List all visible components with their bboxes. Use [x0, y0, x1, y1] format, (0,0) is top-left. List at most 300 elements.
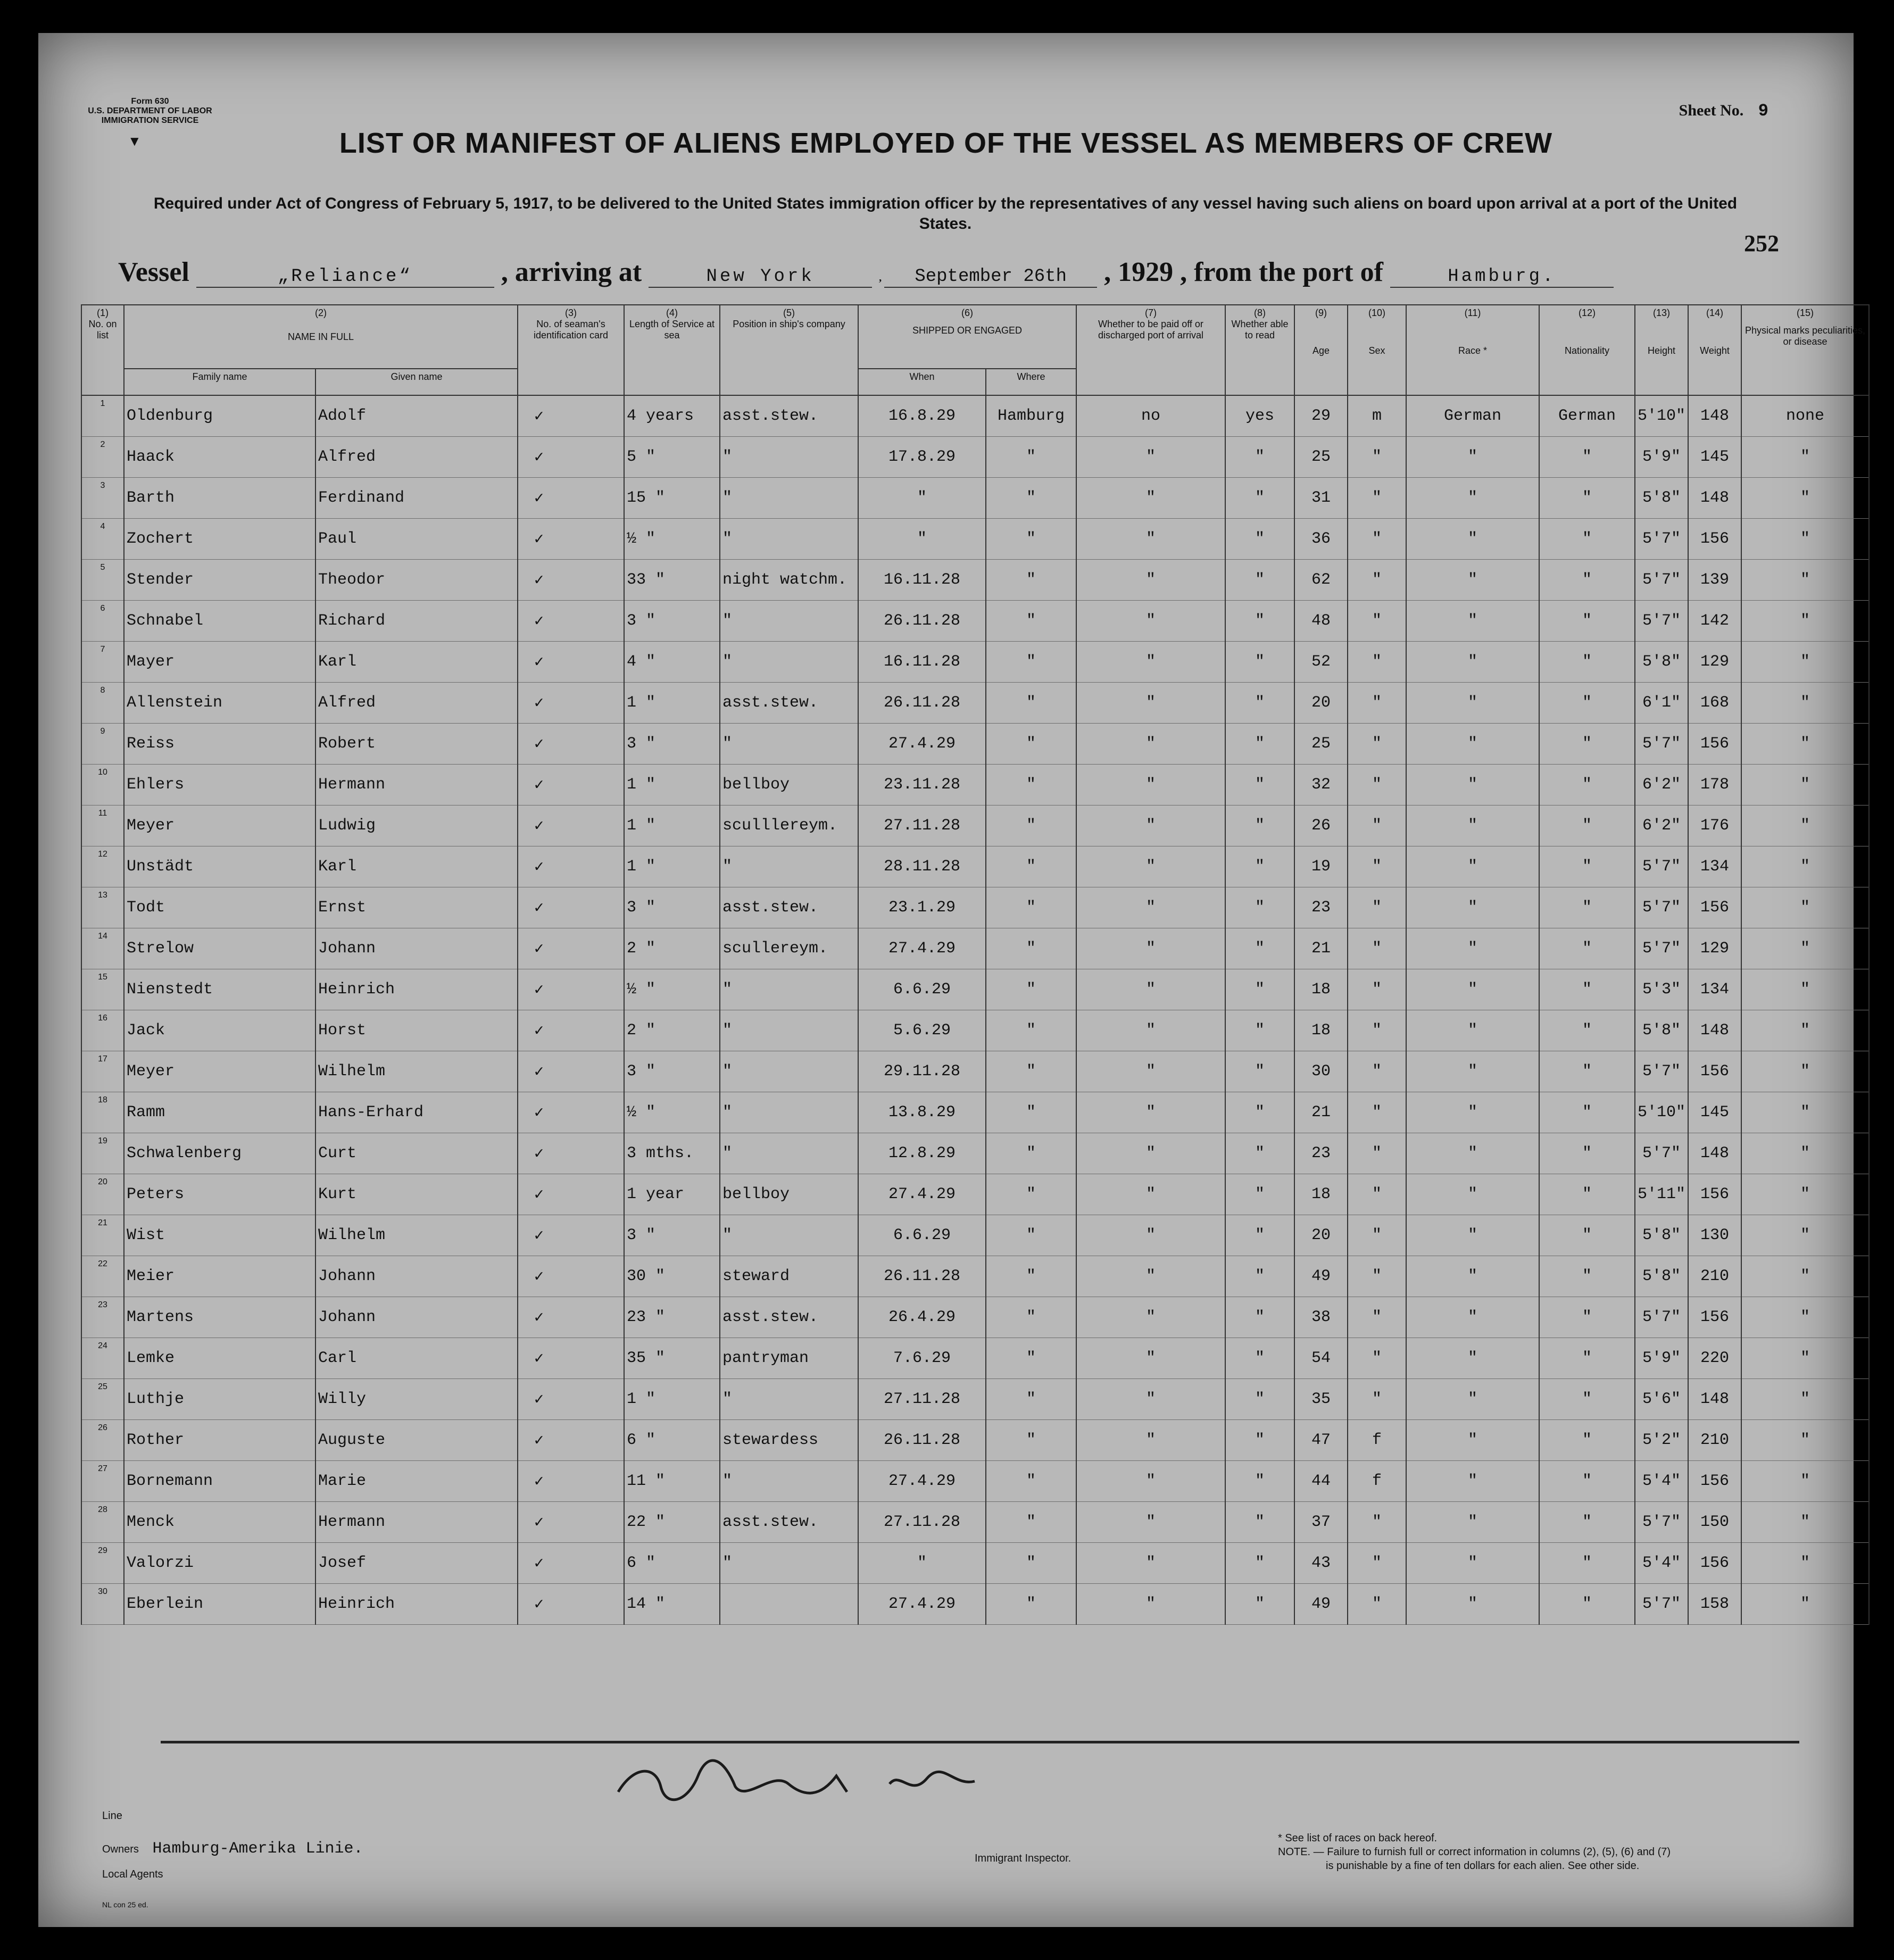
- table-row: [81, 846, 1869, 887]
- table-row: [81, 969, 1869, 1010]
- position: ": [720, 724, 858, 765]
- nationality: ": [1539, 560, 1635, 601]
- length-of-service: 33 ": [624, 560, 720, 601]
- able-to-read: ": [1225, 887, 1294, 928]
- physical-marks: none: [1741, 395, 1869, 437]
- shipped-where: ": [986, 1092, 1076, 1133]
- nationality: ": [1539, 846, 1635, 887]
- height: 6'2": [1635, 765, 1688, 805]
- col-header-number: (1) No. on list: [81, 305, 124, 395]
- manifest-sheet: [38, 33, 1866, 1927]
- race: ": [1406, 478, 1539, 519]
- height: 5'10": [1635, 1092, 1688, 1133]
- id-card-check: ✓: [518, 1543, 624, 1584]
- physical-marks: ": [1741, 969, 1869, 1010]
- id-card-check: ✓: [518, 395, 624, 437]
- sex: ": [1348, 1174, 1406, 1215]
- weight: 156: [1688, 1297, 1741, 1338]
- sex: ": [1348, 642, 1406, 683]
- arrival-port: New York: [649, 267, 872, 288]
- height: 5'7": [1635, 724, 1688, 765]
- col-header-race: (11) Race *: [1406, 305, 1539, 395]
- age: 54: [1294, 1338, 1348, 1379]
- owners-value: Hamburg-Amerika Linie.: [152, 1840, 363, 1858]
- race: ": [1406, 1051, 1539, 1092]
- age: 18: [1294, 969, 1348, 1010]
- id-card-check: ✓: [518, 1215, 624, 1256]
- id-card-check: ✓: [518, 1133, 624, 1174]
- able-to-read: ": [1225, 519, 1294, 560]
- physical-marks: ": [1741, 1461, 1869, 1502]
- shipped-when: 26.11.28: [858, 601, 986, 642]
- physical-marks: ": [1741, 519, 1869, 560]
- family-name: Peters: [124, 1174, 315, 1215]
- height: 5'7": [1635, 928, 1688, 969]
- position: bellboy: [720, 765, 858, 805]
- col-header-where: Where: [986, 369, 1076, 395]
- given-name: Robert: [315, 724, 518, 765]
- able-to-read: ": [1225, 969, 1294, 1010]
- position: steward: [720, 1256, 858, 1297]
- weight: 148: [1688, 1010, 1741, 1051]
- given-name: Alfred: [315, 683, 518, 724]
- physical-marks: ": [1741, 478, 1869, 519]
- age: 44: [1294, 1461, 1348, 1502]
- weight: 158: [1688, 1584, 1741, 1625]
- race: ": [1406, 1092, 1539, 1133]
- id-card-check: ✓: [518, 1584, 624, 1625]
- table-row: [81, 437, 1869, 478]
- id-card-check: ✓: [518, 765, 624, 805]
- age: 20: [1294, 683, 1348, 724]
- age: 23: [1294, 887, 1348, 928]
- race: ": [1406, 1215, 1539, 1256]
- sheet-number-value: 9: [1758, 101, 1768, 121]
- given-name: Kurt: [315, 1174, 518, 1215]
- paid-off: ": [1076, 887, 1225, 928]
- race: ": [1406, 1010, 1539, 1051]
- physical-marks: ": [1741, 724, 1869, 765]
- able-to-read: ": [1225, 1010, 1294, 1051]
- page-title: LIST OR MANIFEST OF ALIENS EMPLOYED OF THE VESSEL AS MEMBERS OF CREW: [339, 127, 1553, 159]
- shipped-when: 27.4.29: [858, 1174, 986, 1215]
- row-number: 18: [81, 1092, 124, 1133]
- race: ": [1406, 887, 1539, 928]
- shipped-where: ": [986, 478, 1076, 519]
- family-name: Jack: [124, 1010, 315, 1051]
- shipped-where: ": [986, 1215, 1076, 1256]
- sex: ": [1348, 1338, 1406, 1379]
- nationality: ": [1539, 1420, 1635, 1461]
- physical-marks: ": [1741, 1420, 1869, 1461]
- form-number: Form 630: [131, 97, 169, 106]
- shipped-where: ": [986, 805, 1076, 846]
- sex: ": [1348, 519, 1406, 560]
- sex: ": [1348, 1297, 1406, 1338]
- family-name: Barth: [124, 478, 315, 519]
- length-of-service: 22 ": [624, 1502, 720, 1543]
- table-row: [81, 724, 1869, 765]
- given-name: Marie: [315, 1461, 518, 1502]
- paid-off: ": [1076, 437, 1225, 478]
- col-header-height: (13) Height: [1635, 305, 1688, 395]
- paid-off: ": [1076, 642, 1225, 683]
- height: 5'7": [1635, 1297, 1688, 1338]
- departure-port: Hamburg.: [1390, 267, 1614, 288]
- length-of-service: 1 year: [624, 1174, 720, 1215]
- table-row: [81, 395, 1869, 437]
- able-to-read: ": [1225, 1133, 1294, 1174]
- nationality: ": [1539, 1584, 1635, 1625]
- able-to-read: ": [1225, 724, 1294, 765]
- family-name: Zochert: [124, 519, 315, 560]
- col-header-name: (2) NAME IN FULL: [124, 305, 518, 369]
- nationality: ": [1539, 1338, 1635, 1379]
- age: 37: [1294, 1502, 1348, 1543]
- footnote-note: NOTE. — Failure to furnish full or correct information in columns (2), (5), (6) and (7): [1278, 1846, 1671, 1858]
- position: asst.stew.: [720, 683, 858, 724]
- race: ": [1406, 846, 1539, 887]
- row-number: 20: [81, 1174, 124, 1215]
- able-to-read: ": [1225, 1502, 1294, 1543]
- length-of-service: 5 ": [624, 437, 720, 478]
- paid-off: ": [1076, 969, 1225, 1010]
- weight: 139: [1688, 560, 1741, 601]
- col-header-when: When: [858, 369, 986, 395]
- family-name: Schnabel: [124, 601, 315, 642]
- able-to-read: ": [1225, 846, 1294, 887]
- col-header-family-name: Family name: [124, 369, 315, 395]
- shipped-where: ": [986, 683, 1076, 724]
- sex: ": [1348, 724, 1406, 765]
- weight: 156: [1688, 1174, 1741, 1215]
- table-row: [81, 1584, 1869, 1625]
- paid-off: ": [1076, 1010, 1225, 1051]
- row-number: 8: [81, 683, 124, 724]
- given-name: Richard: [315, 601, 518, 642]
- sex: ": [1348, 765, 1406, 805]
- col-header-able-to-read: (8) Whether able to read: [1225, 305, 1294, 395]
- height: 5'7": [1635, 887, 1688, 928]
- length-of-service: 30 ": [624, 1256, 720, 1297]
- length-of-service: ½ ": [624, 519, 720, 560]
- row-number: 2: [81, 437, 124, 478]
- height: 5'4": [1635, 1461, 1688, 1502]
- age: 31: [1294, 478, 1348, 519]
- nationality: ": [1539, 765, 1635, 805]
- length-of-service: 3 mths.: [624, 1133, 720, 1174]
- physical-marks: ": [1741, 1502, 1869, 1543]
- given-name: Theodor: [315, 560, 518, 601]
- shipped-where: ": [986, 1051, 1076, 1092]
- weight: 156: [1688, 887, 1741, 928]
- race: ": [1406, 1461, 1539, 1502]
- race: ": [1406, 1256, 1539, 1297]
- shipped-when: 7.6.29: [858, 1338, 986, 1379]
- family-name: Mayer: [124, 642, 315, 683]
- shipped-where: ": [986, 1174, 1076, 1215]
- length-of-service: 6 ": [624, 1420, 720, 1461]
- family-name: Reiss: [124, 724, 315, 765]
- family-name: Rother: [124, 1420, 315, 1461]
- race: ": [1406, 724, 1539, 765]
- position: ": [720, 601, 858, 642]
- physical-marks: ": [1741, 1543, 1869, 1584]
- given-name: Hans-Erhard: [315, 1092, 518, 1133]
- row-number: 7: [81, 642, 124, 683]
- physical-marks: ": [1741, 601, 1869, 642]
- row-number: 16: [81, 1010, 124, 1051]
- length-of-service: 1 ": [624, 765, 720, 805]
- col-header-id-card: (3) No. of seaman's identification card: [518, 305, 624, 395]
- age: 21: [1294, 1092, 1348, 1133]
- given-name: Wilhelm: [315, 1215, 518, 1256]
- family-name: Allenstein: [124, 683, 315, 724]
- length-of-service: 2 ": [624, 928, 720, 969]
- id-card-check: ✓: [518, 887, 624, 928]
- race: ": [1406, 928, 1539, 969]
- sex: f: [1348, 1461, 1406, 1502]
- height: 5'4": [1635, 1543, 1688, 1584]
- height: 5'7": [1635, 601, 1688, 642]
- age: 62: [1294, 560, 1348, 601]
- given-name: Auguste: [315, 1420, 518, 1461]
- col-header-paid-off: (7) Whether to be paid off or discharged port of arrival: [1076, 305, 1225, 395]
- shipped-where: ": [986, 1133, 1076, 1174]
- age: 19: [1294, 846, 1348, 887]
- paid-off: ": [1076, 724, 1225, 765]
- footnotes: [1278, 1831, 1671, 1873]
- weight: 210: [1688, 1256, 1741, 1297]
- weight: 156: [1688, 724, 1741, 765]
- table-row: [81, 519, 1869, 560]
- shipped-when: 27.11.28: [858, 1379, 986, 1420]
- arrow-down-icon: ▼: [128, 133, 142, 149]
- paid-off: ": [1076, 846, 1225, 887]
- sex: ": [1348, 1010, 1406, 1051]
- family-name: Eberlein: [124, 1584, 315, 1625]
- id-card-check: ✓: [518, 1461, 624, 1502]
- family-name: Martens: [124, 1297, 315, 1338]
- shipped-where: ": [986, 1379, 1076, 1420]
- row-number: 19: [81, 1133, 124, 1174]
- position: ": [720, 1051, 858, 1092]
- position: ": [720, 846, 858, 887]
- weight: 156: [1688, 1543, 1741, 1584]
- height: 5'7": [1635, 1584, 1688, 1625]
- weight: 220: [1688, 1338, 1741, 1379]
- shipped-when: 5.6.29: [858, 1010, 986, 1051]
- id-card-check: ✓: [518, 642, 624, 683]
- height: 5'8": [1635, 1215, 1688, 1256]
- paid-off: ": [1076, 1092, 1225, 1133]
- shipped-where: ": [986, 1461, 1076, 1502]
- physical-marks: ": [1741, 1092, 1869, 1133]
- owners-label: Owners: [102, 1843, 139, 1855]
- nationality: ": [1539, 1379, 1635, 1420]
- family-name: Ehlers: [124, 765, 315, 805]
- table-row: [81, 1420, 1869, 1461]
- id-card-check: ✓: [518, 1174, 624, 1215]
- physical-marks: ": [1741, 1215, 1869, 1256]
- given-name: Carl: [315, 1338, 518, 1379]
- height: 5'9": [1635, 437, 1688, 478]
- row-number: 12: [81, 846, 124, 887]
- vessel-label: Vessel: [118, 257, 189, 287]
- weight: 210: [1688, 1420, 1741, 1461]
- table-row: [81, 1256, 1869, 1297]
- col-header-sex: (10) Sex: [1348, 305, 1406, 395]
- age: 18: [1294, 1174, 1348, 1215]
- shipped-when: 6.6.29: [858, 1215, 986, 1256]
- sex: ": [1348, 887, 1406, 928]
- given-name: Willy: [315, 1379, 518, 1420]
- family-name: Nienstedt: [124, 969, 315, 1010]
- id-card-check: ✓: [518, 724, 624, 765]
- length-of-service: 1 ": [624, 683, 720, 724]
- race: ": [1406, 1502, 1539, 1543]
- sex: f: [1348, 1420, 1406, 1461]
- shipped-where: ": [986, 560, 1076, 601]
- weight: 145: [1688, 1092, 1741, 1133]
- paid-off: ": [1076, 1502, 1225, 1543]
- id-card-check: ✓: [518, 1502, 624, 1543]
- age: 20: [1294, 1215, 1348, 1256]
- id-card-check: ✓: [518, 1379, 624, 1420]
- age: 38: [1294, 1297, 1348, 1338]
- nationality: ": [1539, 642, 1635, 683]
- paid-off: ": [1076, 1338, 1225, 1379]
- able-to-read: ": [1225, 1543, 1294, 1584]
- age: 23: [1294, 1133, 1348, 1174]
- position: asst.stew.: [720, 887, 858, 928]
- length-of-service: 2 ": [624, 1010, 720, 1051]
- shipped-when: 16.8.29: [858, 395, 986, 437]
- race: ": [1406, 519, 1539, 560]
- length-of-service: ½ ": [624, 969, 720, 1010]
- height: 6'1": [1635, 683, 1688, 724]
- position: night watchm.: [720, 560, 858, 601]
- id-card-check: ✓: [518, 560, 624, 601]
- age: 32: [1294, 765, 1348, 805]
- id-card-check: ✓: [518, 519, 624, 560]
- paid-off: ": [1076, 1420, 1225, 1461]
- col-header-position: (5) Position in ship's company: [720, 305, 858, 395]
- length-of-service: 35 ": [624, 1338, 720, 1379]
- paid-off: ": [1076, 805, 1225, 846]
- weight: 142: [1688, 601, 1741, 642]
- position: [720, 1584, 858, 1625]
- given-name: Ernst: [315, 887, 518, 928]
- height: 5'7": [1635, 1502, 1688, 1543]
- family-name: Haack: [124, 437, 315, 478]
- weight: 129: [1688, 928, 1741, 969]
- height: 5'7": [1635, 519, 1688, 560]
- shipped-where: ": [986, 1420, 1076, 1461]
- physical-marks: ": [1741, 1174, 1869, 1215]
- length-of-service: 15 ": [624, 478, 720, 519]
- shipped-where: ": [986, 437, 1076, 478]
- age: 26: [1294, 805, 1348, 846]
- shipped-where: Hamburg: [986, 395, 1076, 437]
- arrival-year: 29: [1145, 257, 1174, 287]
- shipped-where: ": [986, 969, 1076, 1010]
- physical-marks: ": [1741, 1379, 1869, 1420]
- given-name: Heinrich: [315, 969, 518, 1010]
- race: ": [1406, 1133, 1539, 1174]
- shipped-when: 29.11.28: [858, 1051, 986, 1092]
- table-row: [81, 1010, 1869, 1051]
- given-name: Johann: [315, 928, 518, 969]
- inspector-signature: [613, 1755, 1017, 1808]
- age: 29: [1294, 395, 1348, 437]
- shipped-where: ": [986, 642, 1076, 683]
- weight: 130: [1688, 1215, 1741, 1256]
- id-card-check: ✓: [518, 437, 624, 478]
- table-row: [81, 683, 1869, 724]
- weight: 156: [1688, 1051, 1741, 1092]
- id-card-check: ✓: [518, 969, 624, 1010]
- family-name: Wist: [124, 1215, 315, 1256]
- id-card-check: ✓: [518, 1420, 624, 1461]
- height: 5'6": [1635, 1379, 1688, 1420]
- nationality: ": [1539, 519, 1635, 560]
- table-row: [81, 1379, 1869, 1420]
- race: ": [1406, 560, 1539, 601]
- paid-off: ": [1076, 560, 1225, 601]
- paid-off: ": [1076, 765, 1225, 805]
- length-of-service: 23 ": [624, 1297, 720, 1338]
- given-name: Hermann: [315, 1502, 518, 1543]
- table-row: [81, 1502, 1869, 1543]
- row-number: 3: [81, 478, 124, 519]
- weight: 145: [1688, 437, 1741, 478]
- sex: ": [1348, 1215, 1406, 1256]
- vessel-line: Vessel „Reliance“ , arriving at New York , September 26th , 1929 , from the port of Hamburg.: [118, 256, 1614, 288]
- position: stewardess: [720, 1420, 858, 1461]
- family-name: Unstädt: [124, 846, 315, 887]
- length-of-service: 3 ": [624, 724, 720, 765]
- owners-row: [102, 1840, 363, 1858]
- id-card-check: ✓: [518, 1256, 624, 1297]
- able-to-read: ": [1225, 560, 1294, 601]
- shipped-where: ": [986, 1256, 1076, 1297]
- able-to-read: ": [1225, 765, 1294, 805]
- shipped-where: ": [986, 1584, 1076, 1625]
- sex: ": [1348, 1379, 1406, 1420]
- able-to-read: ": [1225, 1256, 1294, 1297]
- col-header-length-service: (4) Length of Service at sea: [624, 305, 720, 395]
- paid-off: ": [1076, 478, 1225, 519]
- family-name: Valorzi: [124, 1543, 315, 1584]
- col-header-physical-marks: (15) Physical marks peculiarities, or disease: [1741, 305, 1869, 395]
- sheet-number: [1679, 101, 1768, 121]
- paid-off: ": [1076, 601, 1225, 642]
- race: ": [1406, 1584, 1539, 1625]
- sex: ": [1348, 928, 1406, 969]
- position: pantryman: [720, 1338, 858, 1379]
- col-header-nationality: (12) Nationality: [1539, 305, 1635, 395]
- service-name: IMMIGRATION SERVICE: [101, 116, 199, 125]
- age: 48: [1294, 601, 1348, 642]
- row-number: 26: [81, 1420, 124, 1461]
- position: ": [720, 642, 858, 683]
- age: 25: [1294, 437, 1348, 478]
- shipped-when: 13.8.29: [858, 1092, 986, 1133]
- physical-marks: ": [1741, 560, 1869, 601]
- given-name: Curt: [315, 1133, 518, 1174]
- physical-marks: ": [1741, 683, 1869, 724]
